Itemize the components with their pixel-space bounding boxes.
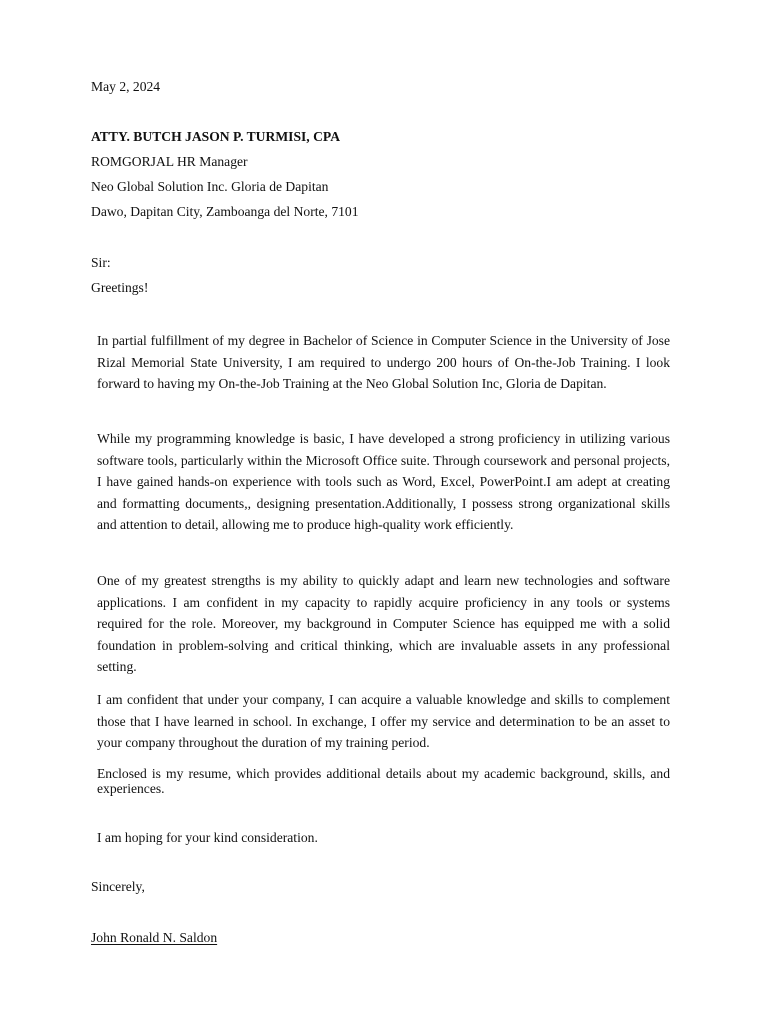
body-paragraph-4: I am confident that under your company, I can acquire a valuable knowledge and skills to complement those that I have learned in school. In exchange, I offer my service and determination to be an asset to your company throughout the duration of my training period.	[97, 692, 670, 751]
recipient-title: ROMGORJAL HR Manager	[91, 154, 248, 169]
body-paragraph-2: While my programming knowledge is basic, I have developed a strong proficiency in utilizing various software tools, particularly within the Microsoft Office suite. Through coursework and personal projects, I have gained hands-on experience with tools such as Word, Excel, PowerPoint.I am adept at creating and formatting documents,, designing presentation.Additionally, I possess strong organizational skills and attention to detail, allowing me to produce high-quality work efficiently.	[97, 431, 670, 533]
recipient-name: ATTY. BUTCH JASON P. TURMISI, CPA	[91, 129, 341, 144]
letter-date: May 2, 2024	[91, 79, 161, 94]
recipient-address: Dawo, Dapitan City, Zamboanga del Norte, 7101	[91, 204, 359, 219]
signature-name: John Ronald N. Saldon	[91, 930, 218, 945]
closing-line: I am hoping for your kind consideration.	[97, 830, 318, 845]
body-paragraph-5: Enclosed is my resume, which provides additional details about my academic background, skills, and experiences.	[97, 766, 670, 796]
complimentary-close: Sincerely,	[91, 879, 145, 894]
recipient-company: Neo Global Solution Inc. Gloria de Dapitan	[91, 179, 329, 194]
body-paragraph-1: In partial fulfillment of my degree in Bachelor of Science in Computer Science in the University of Jose Rizal Memorial State University, I am required to undergo 200 hours of On-the-Job Training. I look forward to having my On-the-Job Training at the Neo Global Solution Inc, Gloria de Dapitan.	[97, 333, 670, 392]
salutation: Sir:	[91, 255, 111, 270]
body-paragraph-3: One of my greatest strengths is my ability to quickly adapt and learn new technologies and software applications. I am confident in my capacity to rapidly acquire proficiency in any tools or systems required for the role. Moreover, my background in Computer Science has equipped me with a solid foundation in problem-solving and critical thinking, which are invaluable assets in any professional setting.	[97, 573, 670, 675]
greeting: Greetings!	[91, 280, 149, 295]
